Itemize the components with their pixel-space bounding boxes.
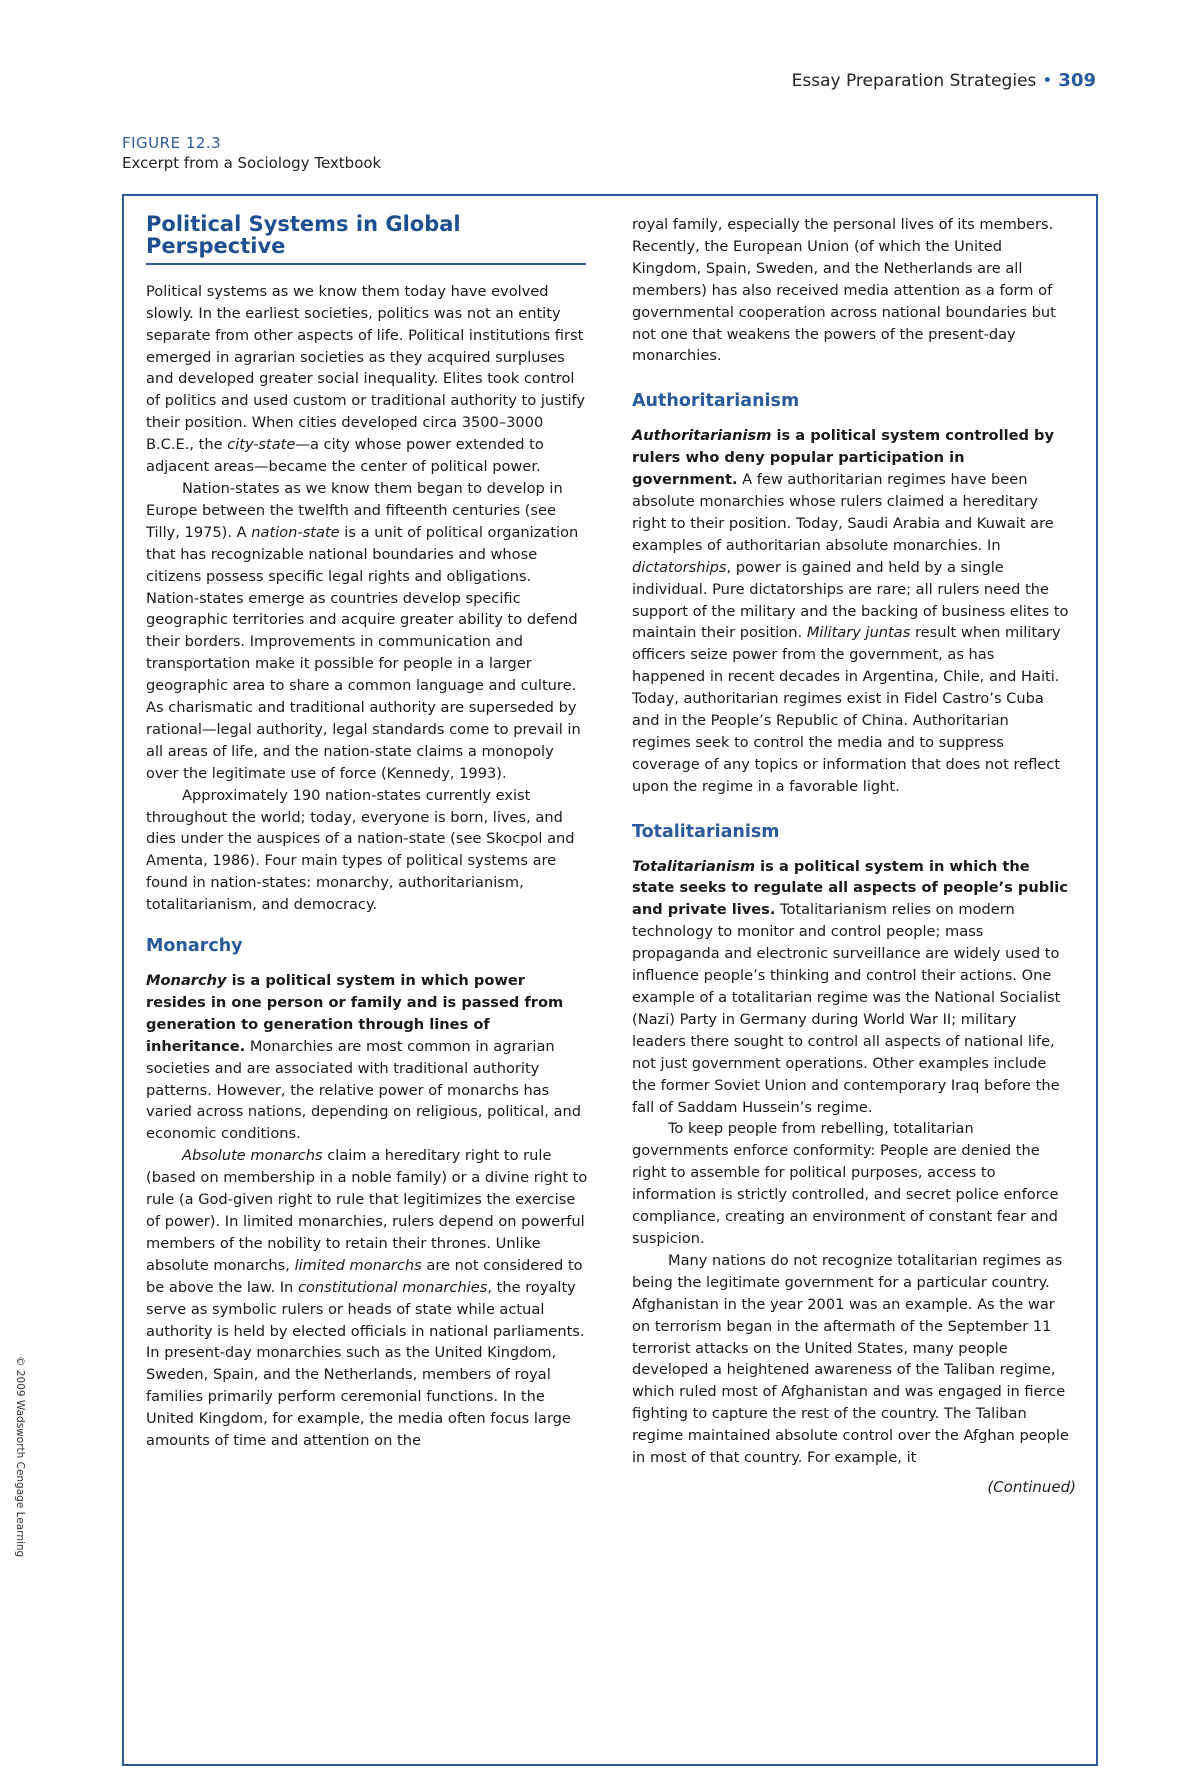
page-number: 309	[1058, 70, 1096, 91]
bullet-icon: •	[1042, 71, 1053, 91]
excerpt-box	[122, 194, 1098, 1766]
heading-monarchy: Monarchy	[146, 936, 243, 957]
term-absolute-monarchs: Absolute monarchs	[182, 1147, 323, 1165]
term-limited-monarchs: limited monarchs	[294, 1256, 422, 1274]
totalitarianism-paragraph-1: Totalitarianism is a political system in which the state seeks to regulate all aspects of people’s public and private lives. Totalitarianism relies on modern technology to monitor and control people; mass propaganda and electronic surveillance are widely used to influence people’s thinking and control their actions. One example of a totalitarian regime was the National Socialist (Nazi) Party in Germany during World War II; military leaders there sought to control all aspects of national life, not just government operations. Other examples include the former Soviet Union and contemporary Iraq before the fall of Saddam Hussein’s regime.	[632, 857, 1068, 1116]
term-military-juntas: Military juntas	[806, 624, 911, 642]
figure-label: FIGURE 12.3	[122, 134, 222, 152]
monarchy-paragraph-continued: royal family, especially the personal lives of its members. Recently, the European Union (of which the United Kingdom, Spain, Sweden, and the Netherlands are all members) has also received media attention as a form of governmental cooperation across national boundaries but not one that weakens the powers of the present-day monarchies.	[632, 216, 1056, 365]
monarchy-paragraph-1: Monarchy is a political system in which power resides in one person or family and is passed from generation to generation through lines of inheritance. Monarchies are most common in agrarian societies and are associated with traditional authority patterns. However, the relative power of monarchs has varied across nations, depending on religious, political, and economic conditions.	[146, 972, 581, 1143]
term-constitutional-monarchies: constitutional monarchies	[297, 1278, 488, 1296]
monarchy-paragraph-2: Absolute monarchs claim a hereditary right to rule (based on membership in a noble family) or a divine right to rule (a God-given right to rule that legitimizes the exercise of power). In limited monarchies, rulers depend on powerful members of the nobility to retain their thrones. Unlike absolute monarchs, limited monarchs are not considered to be above the law. In constitutional monarchies, the royalty serve as symbolic rulers or heads of state while actual authority is held by elected officials in national parliaments. In present-day monarchies such as the United Kingdom, Sweden, Spain, and the Netherlands, members of royal families primarily perform ceremonial functions. In the United Kingdom, for example, the media often focus large amounts of time and attention on the	[146, 1147, 588, 1450]
heading-authoritarianism: Authoritarianism	[632, 391, 800, 412]
running-head-title: Essay Preparation Strategies	[791, 71, 1037, 91]
term-authoritarianism: Authoritarianism	[632, 427, 772, 445]
totalitarianism-paragraph-2: To keep people from rebelling, totalitarian governments enforce conformity: People are denied the right to assemble for political purposes, access to information is strictly controlled, and secret police enforce compliance, creating an environment of constant fear and suspicion.	[632, 1120, 1059, 1247]
heading-totalitarianism: Totalitarianism	[632, 821, 780, 842]
authoritarianism-paragraph: Authoritarianism is a political system controlled by rulers who deny popular participation in government. A few authoritarian regimes have been absolute monarchies whose rulers claimed a hereditary right to their position. Today, Saudi Arabia and Kuwait are examples of authoritarian absolute monarchies. In dictatorships, power is gained and held by a single individual. Pure dictatorships are rare; all rulers need the support of the military and the backing of business elites to maintain their position. Military juntas result when military officers seize power from the government, as has happened in recent decades in Argentina, Chile, and Haiti. Today, authoritarian regimes exist in Fidel Castro’s Cuba and in the People’s Republic of China. Authoritarian regimes seek to control the media and to suppress coverage of any topics or information that does not reflect upon the regime in a favorable light.	[632, 427, 1069, 795]
term-monarchy: Monarchy	[146, 972, 227, 989]
left-column	[146, 194, 588, 1452]
right-column	[632, 194, 1072, 1469]
term-dictatorships: dictatorships	[632, 558, 727, 576]
term-nation-state: nation-state	[251, 523, 340, 541]
copyright-credit: © 2009 Wadsworth Cengage Learning	[14, 1356, 26, 1558]
term-totalitarianism: Totalitarianism	[632, 857, 756, 875]
intro-paragraph-2: Nation-states as we know them began to develop in Europe between the twelfth and fifteenth centuries (see Tilly, 1975). A nation-state is a unit of political organization that has recognizable national boundaries and whose citizens possess specific legal rights and obligations. Nation-states emerge as countries develop specific geographic territories and acquire greater ability to defend their borders. Improvements in communication and transportation make it possible for people in a larger geographic area to share a common language and culture. As charismatic and traditional authority are superseded by rational—legal authority, legal standards come to prevail in all areas of life, and the nation-state claims a monopoly over the legitimate use of force (Kennedy, 1993).	[146, 479, 581, 782]
figure-caption: Excerpt from a Sociology Textbook	[122, 154, 382, 172]
intro-paragraph-1: Political systems as we know them today have evolved slowly. In the earliest societies, politics was not an entity separate from other aspects of life. Political institutions first emerged in agrarian societies as they acquired surpluses and developed greater social inequality. Elites took control of politics and used custom or traditional authority to justify their position. When cities developed circa 3500–3000 B.C.E., the city-state—a city whose power extended to adjacent areas—became the center of political power.	[146, 282, 586, 476]
totalitarianism-paragraph-3: Many nations do not recognize totalitarian regimes as being the legitimate government for a particular country. Afghanistan in the year 2001 was an example. As the war on terrorism began in the aftermath of the September 11 terrorist attacks on the United States, many people developed a heightened awareness of the Taliban regime, which ruled most of Afghanistan and was engaged in fierce fighting to capture the rest of the country. The Taliban regime maintained absolute control over the Afghan people in most of that country. For example, it	[632, 1251, 1069, 1467]
term-city-state: city-state	[227, 436, 296, 454]
running-head	[792, 70, 1096, 91]
intro-paragraph-3: Approximately 190 nation-states currently exist throughout the world; today, everyone is born, lives, and dies under the auspices of a nation-state (see Skocpol and Amenta, 1986). Four main types of political systems are found in nation-states: monarchy, authoritarianism, totalitarianism, and democracy.	[146, 786, 575, 914]
article-title: Political Systems in Global Perspective	[146, 214, 586, 265]
continued-note: (Continued)	[987, 1478, 1076, 1496]
